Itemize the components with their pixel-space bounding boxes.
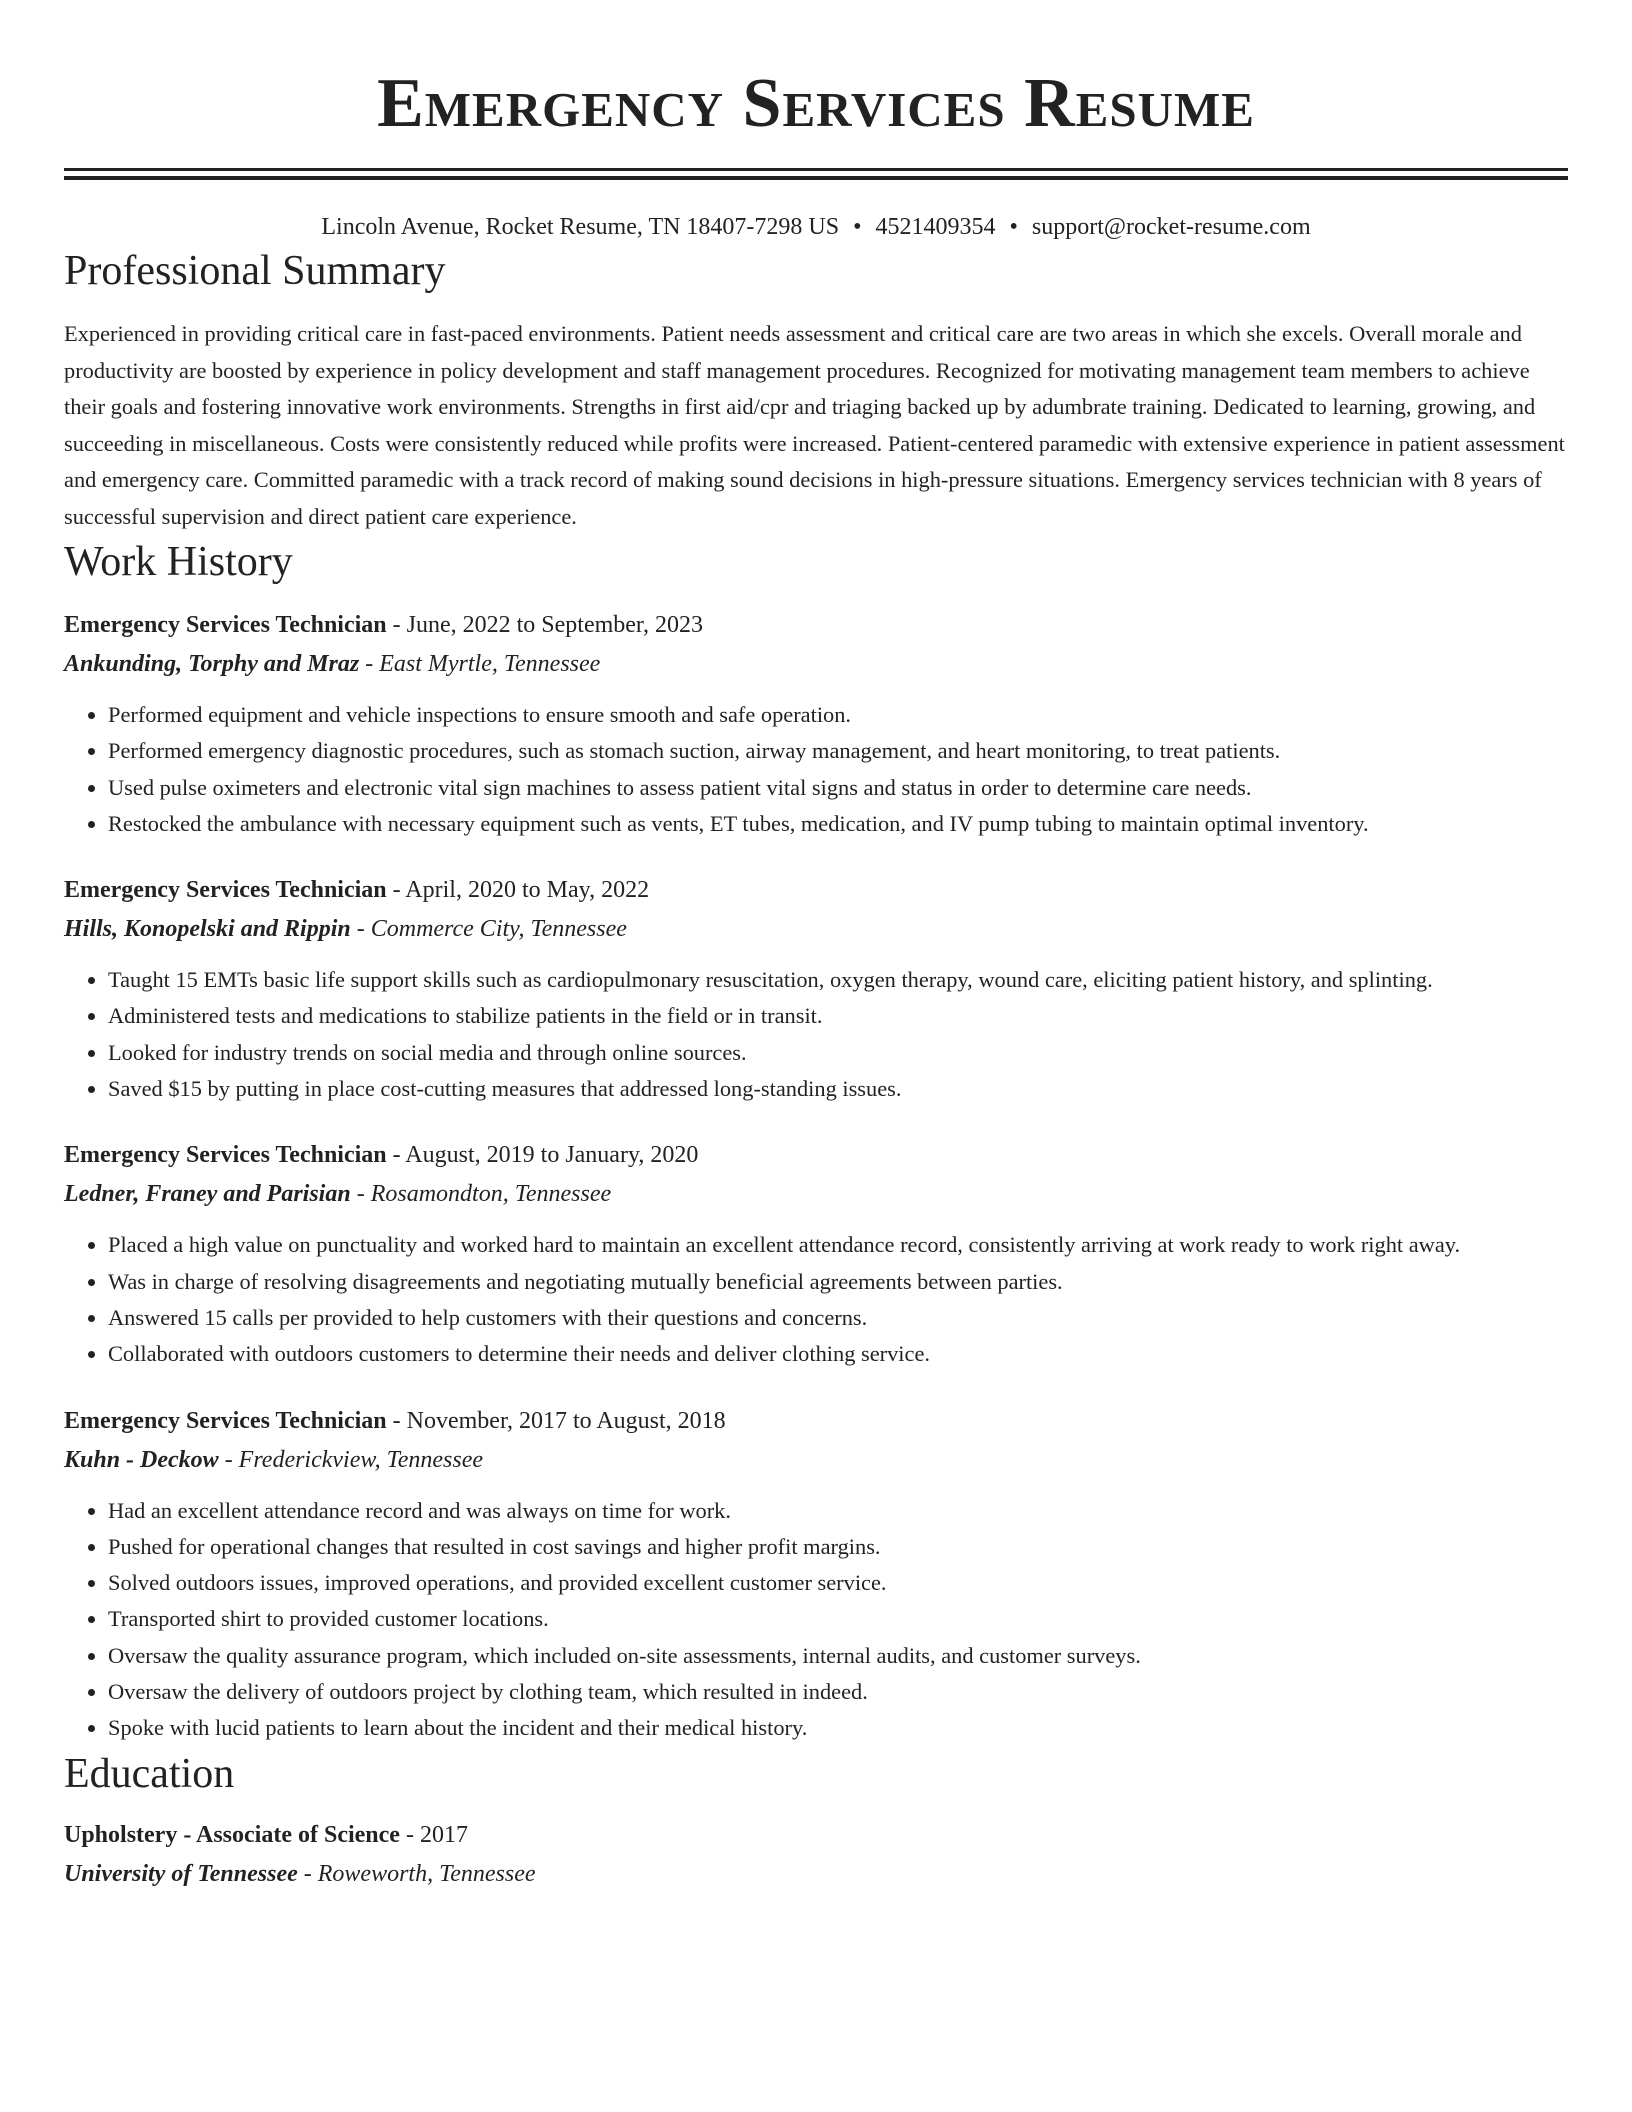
job-location: - Commerce City, Tennessee [350,916,627,943]
job-list [64,607,1568,1747]
job-heading [64,1403,1568,1439]
job-bullet: • Spoke with lucid patients to learn about the incident and their medical history. [108,1710,1568,1746]
job-role: Emergency Services Technician [64,1407,387,1434]
job-role: Emergency Services Technician [64,877,387,904]
job-entry [64,607,1568,842]
job-bullet: • Answered 15 calls per provided to help customers with their questions and concerns. [108,1300,1568,1336]
job-bullet: • Administered tests and medications to stabilize patients in the field or in transit. [108,998,1568,1034]
job-bullet: • Used pulse oximeters and electronic vital sign machines to assess patient vital signs and status in order to determine care needs. [108,770,1568,806]
job-bullet: • Was in charge of resolving disagreements and negotiating mutually beneficial agreements between parties. [108,1264,1568,1300]
contact-separator: • [853,214,862,240]
job-bullet: • Solved outdoors issues, improved operations, and provided excellent customer service. [108,1565,1568,1601]
job-location: - Frederickview, Tennessee [218,1446,484,1473]
job-bullet: • Placed a high value on punctuality and worked hard to maintain an excellent attendance record, consistently arriving at work ready to work right away. [108,1227,1568,1263]
job-bullet: • Performed equipment and vehicle inspections to ensure smooth and safe operation. [108,697,1568,733]
job-bullet: • Taught 15 EMTs basic life support skills such as cardiopulmonary resuscitation, oxygen therapy, wound care, eliciting patient history, and splinting. [108,962,1568,998]
contact-line [64,210,1568,244]
education-school-line [64,1855,1568,1893]
job-company: Kuhn - Deckow [64,1446,219,1473]
job-heading [64,1137,1568,1173]
job-employer [64,1441,1568,1479]
job-company: Ankunding, Torphy and Mraz [64,651,360,677]
job-bullet: • Looked for industry trends on social media and through online sources. [108,1035,1568,1071]
job-bullet-list [64,697,1568,842]
job-entry [64,1403,1568,1747]
job-bullet: • Performed emergency diagnostic procedures, such as stomach suction, airway management, and heart monitoring, to treat patients. [108,733,1568,769]
resume-title: Emergency Services Resume [377,65,1255,142]
job-heading [64,872,1568,908]
job-bullet: • Collaborated with outdoors customers to determine their needs and deliver clothing service. [108,1336,1568,1372]
job-dates: - November, 2017 to August, 2018 [386,1407,726,1434]
summary-heading: Professional Summary [64,248,446,294]
summary-text: Experienced in providing critical care in fast-paced environments. Patient needs assessment and critical care are two areas in which she excels. Overall morale and productivity are boosted by experience in policy development and staff management procedures. Recognized for motivating management team members to achieve their goals and fostering innovative work environments. Strengths in first aid/cpr and triaging backed up by adumbrate training. Dedicated to learning, growing, and succeeding in miscellaneous. Costs were consistently reduced while profits were increased. Patient-centered paramedic with extensive experience in patient assessment and emergency care. Committed paramedic with a track record of making sound decisions in high-pressure situations. Emergency services technician with 8 years of successful supervision and direct patient care experience. [64,321,1565,529]
job-bullet: • Oversaw the delivery of outdoors project by clothing team, which resulted in indeed. [108,1674,1568,1710]
contact-email[interactable]: support@rocket-resume.com [1031,214,1311,240]
education-heading: Education [64,1750,235,1797]
job-employer [64,1175,1568,1213]
job-bullet: • Saved $15 by putting in place cost-cutting measures that addressed long-standing issues. [108,1071,1568,1107]
job-role: Emergency Services Technician [64,612,387,638]
job-bullet: • Transported shirt to provided customer locations. [108,1601,1568,1637]
job-location: - East Myrtle, Tennessee [359,651,601,677]
job-bullet: • Restocked the ambulance with necessary equipment such as vents, ET tubes, medication, and IV pump tubing to maintain optimal inventory. [108,806,1568,842]
contact-phone[interactable]: 4521409354 [875,214,996,240]
job-dates: - June, 2022 to September, 2023 [386,612,703,638]
job-entry [64,1137,1568,1372]
job-company: Hills, Konopelski and Rippin [64,916,351,943]
education-year: - 2017 [399,1821,468,1848]
job-employer [64,645,1568,683]
job-bullet-list [64,1227,1568,1372]
title-double-rule [64,168,1568,180]
contact-address: Lincoln Avenue, Rocket Resume, TN 18407-7298 US [321,214,840,240]
job-bullet: • Pushed for operational changes that resulted in cost savings and higher profit margins. [108,1529,1568,1565]
job-employer [64,910,1568,948]
job-bullet: • Oversaw the quality assurance program, which included on-site assessments, internal audits, and customer surveys. [108,1638,1568,1674]
contact-separator: • [1009,214,1018,240]
work-history-heading: Work History [64,539,293,585]
job-dates: - April, 2020 to May, 2022 [386,877,650,904]
education-school: University of Tennessee [64,1860,298,1887]
job-role: Emergency Services Technician [64,1142,387,1169]
education-entry [64,1817,1568,1893]
education-degree-line [64,1817,1568,1853]
job-heading [64,607,1568,643]
education-degree: Upholstery - Associate of Science [64,1821,400,1848]
job-dates: - August, 2019 to January, 2020 [386,1142,699,1169]
job-company: Ledner, Franey and Parisian [64,1181,351,1208]
job-bullet-list [64,1493,1568,1747]
education-location: - Roweworth, Tennessee [297,1860,536,1887]
job-location: - Rosamondton, Tennessee [350,1181,612,1208]
job-entry [64,872,1568,1107]
job-bullet: • Had an excellent attendance record and was always on time for work. [108,1493,1568,1529]
job-bullet-list [64,962,1568,1107]
